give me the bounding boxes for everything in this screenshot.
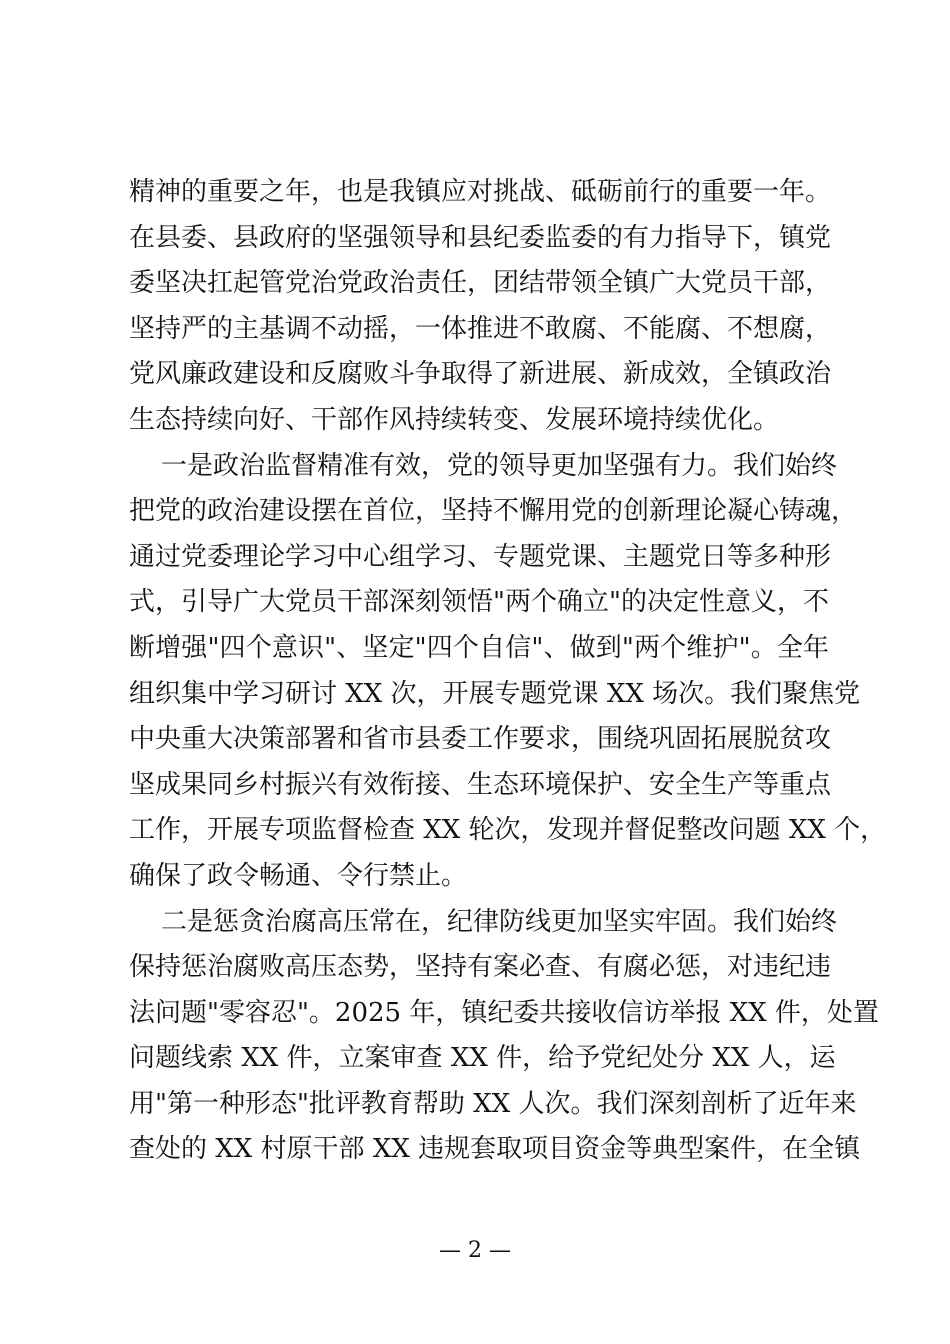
text-line: 式，引导广大党员干部深刻领悟"两个确立"的决定性意义，不 (129, 587, 829, 618)
text-line: 在县委、县政府的坚强领导和县纪委监委的有力指导下，镇党 (129, 222, 832, 253)
text-line: 用"第一种形态"批评教育帮助 XX 人次。我们深刻剖析了近年来 (129, 1088, 857, 1119)
text-line: 精神的重要之年，也是我镇应对挑战、砥砺前行的重要一年。 (129, 177, 832, 207)
text-line: 通过党委理论学习中心组学习、专题党课、主题党日等多种形 (129, 541, 832, 572)
text-line: 委坚决扛起管党治党政治责任，团结带领全镇广大党员干部， (129, 268, 832, 299)
text-line: 保持惩治腐败高压态势，坚持有案必查、有腐必惩，对违纪违 (129, 952, 832, 983)
page-number: — 2 — (439, 1238, 511, 1263)
text-line: 确保了政令畅通、令行禁止。 (129, 860, 468, 891)
document-body (129, 170, 887, 1173)
text-line: 断增强"四个意识"、坚定"四个自信"、做到"两个维护"。全年 (129, 632, 829, 663)
text-line: 坚持严的主基调不动摇，一体推进不敢腐、不能腐、不想腐， (129, 313, 832, 344)
text-line: 党风廉政建设和反腐败斗争取得了新进展、新成效，全镇政治 (129, 359, 832, 390)
paragraph-first-line: 二是惩贪治腐高压常在，纪律防线更加坚实牢固。我们始终 (161, 906, 838, 937)
text-line: 法问题"零容忍"。2025 年，镇纪委共接收信访举报 XX 件，处置 (129, 997, 879, 1028)
text-line: 生态持续向好、干部作风持续转变、发展环境持续优化。 (129, 404, 780, 435)
text-line: 中央重大决策部署和省市县委工作要求，围绕巩固拓展脱贫攻 (129, 724, 832, 755)
text-line: 工作，开展专项监督检查 XX 轮次，发现并督促整改问题 XX 个， (129, 815, 887, 846)
text-line: 组织集中学习研讨 XX 次，开展专题党课 XX 场次。我们聚焦党 (129, 678, 861, 709)
text-line: 把党的政治建设摆在首位，坚持不懈用党的创新理论凝心铸魂， (129, 496, 858, 527)
text-line: 查处的 XX 村原干部 XX 违规套取项目资金等典型案件，在全镇 (129, 1134, 861, 1165)
text-line: 问题线索 XX 件，立案审查 XX 件，给予党纪处分 XX 人，运 (129, 1043, 836, 1074)
text-line: 坚成果同乡村振兴有效衔接、生态环境保护、安全生产等重点 (129, 769, 832, 800)
paragraph-first-line: 一是政治监督精准有效，党的领导更加坚强有力。我们始终 (161, 450, 838, 481)
